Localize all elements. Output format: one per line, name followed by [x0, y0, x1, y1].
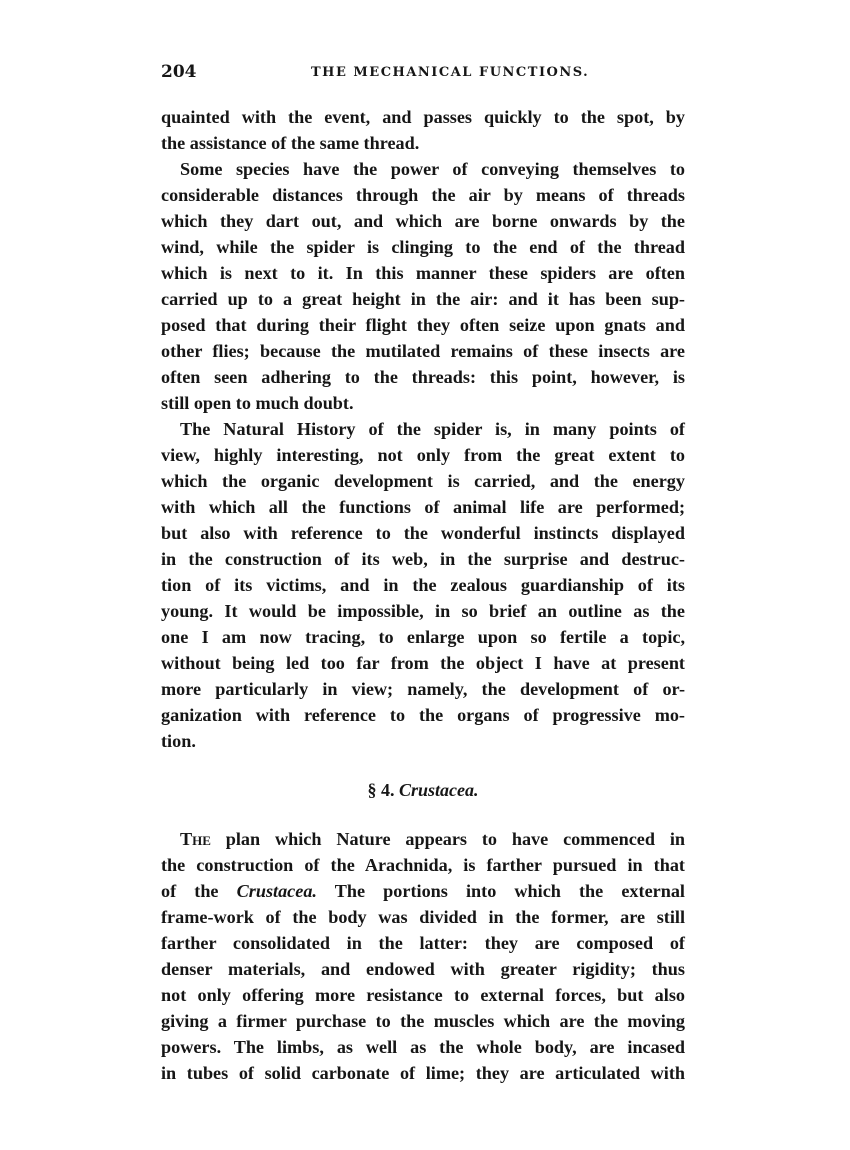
text-line: still open to much doubt. — [161, 393, 354, 413]
line-text: plan which Nature appears to have commenced in — [210, 829, 685, 849]
text-line: other flies; because the mutilated remains of these insects are — [161, 341, 685, 361]
text-line: denser materials, and endowed with greater rigidity; thus — [161, 959, 685, 979]
text-line: wind, while the spider is clinging to the end of the thread — [161, 237, 685, 257]
text-line: which is next to it. In this manner these spiders are often — [161, 263, 685, 283]
body-text-top — [161, 104, 685, 754]
text-line: which the organic development is carried, and the energy — [161, 471, 685, 491]
text-line: in the construction of its web, in the surprise and destruc- — [161, 549, 685, 569]
text-line: young. It would be impossible, in so brief an outline as the — [161, 601, 685, 621]
text-line: The Natural History of the spider is, in many points of — [180, 419, 685, 439]
drop-word: The — [180, 829, 211, 849]
text-line: quainted with the event, and passes quickly to the spot, by — [161, 107, 685, 127]
text-line: the assistance of the same thread. — [161, 133, 420, 153]
text-line: Some species have the power of conveying themselves to — [180, 159, 685, 179]
text-line: the construction of the Arachnida, is farther pursued in that — [161, 855, 685, 875]
text-line: more particularly in view; namely, the development of or- — [161, 679, 685, 699]
running-head: THE MECHANICAL FUNCTIONS. — [311, 65, 590, 80]
page-header — [161, 62, 685, 88]
section-name: Crustacea. — [398, 780, 479, 800]
text-line: posed that during their flight they often seize upon gnats and — [161, 315, 685, 335]
paragraph — [161, 104, 685, 156]
text-line: without being led too far from the object I have at present — [161, 653, 685, 673]
text-line: one I am now tracing, to enlarge upon so fertile a topic, — [161, 627, 685, 647]
text-line: tion of its victims, and in the zealous guardianship of its — [161, 575, 685, 595]
paragraph — [161, 156, 685, 416]
paragraph — [161, 826, 685, 1086]
text-line: giving a firmer purchase to the muscles which are the moving — [161, 1011, 685, 1031]
body-text-bottom — [161, 826, 685, 1086]
text-line: tion. — [161, 731, 196, 751]
text-line: but also with reference to the wonderful instincts displayed — [161, 523, 685, 543]
section-symbol: § 4. — [367, 780, 395, 800]
text-line: frame-work of the body was divided in the former, are still — [161, 907, 685, 927]
line-text: The portions into which the external — [316, 881, 685, 901]
text-line: which they dart out, and which are borne onwards by the — [161, 211, 685, 231]
text-line: with which all the functions of animal life are performed; — [161, 497, 685, 517]
text-line: carried up to a great height in the air: and it has been sup- — [161, 289, 685, 309]
text-line: farther consolidated in the latter: they are composed of — [161, 933, 685, 953]
text-line: powers. The limbs, as well as the whole body, are incased — [161, 1037, 685, 1057]
text-line: not only offering more resistance to external forces, but also — [161, 985, 685, 1005]
emphasis-crustacea: Crustacea. — [236, 881, 317, 901]
text-line: view, highly interesting, not only from the great extent to — [161, 445, 685, 465]
text-line: in tubes of solid carbonate of lime; they are articulated with — [161, 1063, 685, 1083]
text-line: often seen adhering to the threads: this point, however, is — [161, 367, 685, 387]
section-heading — [161, 780, 685, 801]
paragraph — [161, 416, 685, 754]
text-line — [161, 826, 685, 852]
text-line: considerable distances through the air by means of threads — [161, 185, 685, 205]
line-text: of the — [161, 881, 237, 901]
page-number: 204 — [161, 62, 197, 82]
text-line — [161, 878, 685, 904]
text-line: ganization with reference to the organs of progressive mo- — [161, 705, 685, 725]
